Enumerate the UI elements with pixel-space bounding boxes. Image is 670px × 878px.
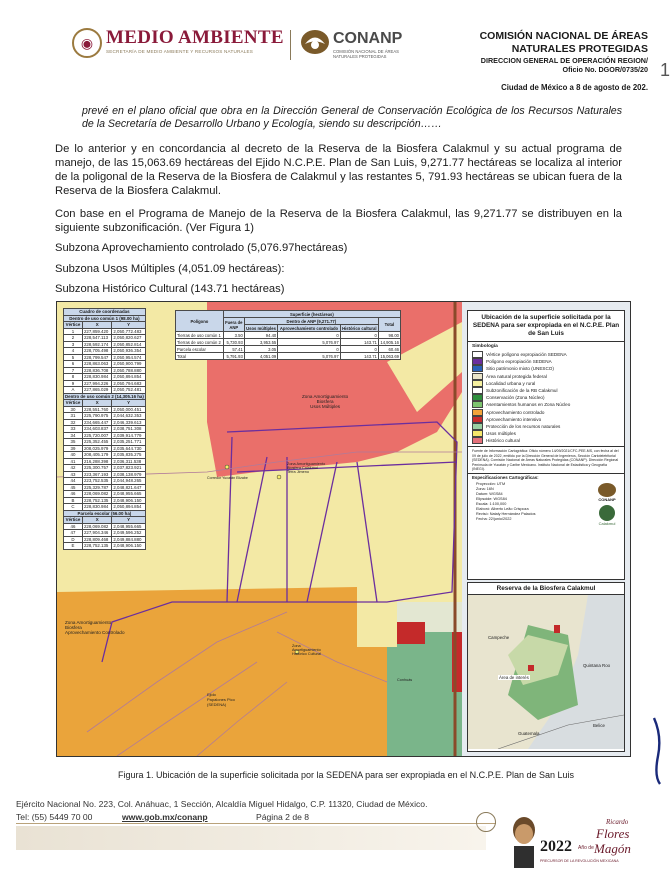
coord-cell: 2,035,251.771 xyxy=(112,439,145,446)
figure-caption: Figura 1. Ubicación de la superficie solicitada por la SEDENA para ser expropiada en el N.C.P.E. Plan de San Luis xyxy=(117,770,575,780)
legend-item xyxy=(472,401,620,408)
sf-poligono: Polígono xyxy=(176,311,224,332)
surface-cell: 57.41 xyxy=(223,346,244,353)
coord-cell: 228,809.468 xyxy=(82,536,111,543)
coord-cell: 2,050,820.627 xyxy=(112,335,145,342)
coord-cell: 2,039,914.779 xyxy=(112,432,145,439)
logo-precursor: PRECURSOR DE LA REVOLUCIÓN MEXICANA xyxy=(540,859,619,863)
legend-swatch xyxy=(472,351,483,358)
sf-ac: Aprovechamiento controlado xyxy=(278,325,340,332)
calakmul-logo-icon xyxy=(599,505,615,521)
inset-label-area: Área de interés xyxy=(499,675,529,680)
subzona-usos-multiples: Subzona Usos Múltiples (4,051.09 hectáreas): xyxy=(55,263,285,275)
coord-cell: 228,705.498 xyxy=(82,348,111,355)
coord-cell: 228,551.760 xyxy=(82,406,111,413)
coord-cell: 2,050,954.574 xyxy=(112,354,145,361)
legend-panel xyxy=(467,310,625,580)
coords-section-2: Dentro de uso común 2 (14,305.16 ha) xyxy=(65,393,144,399)
conanp-small-label: CONANP xyxy=(598,497,616,503)
surface-cell: 0 xyxy=(340,346,378,353)
legend-label: Polígono expropiación SEDENA xyxy=(486,359,552,365)
coord-cell: 2,038,138.979 xyxy=(112,471,145,478)
inset-label-quintana: Quintana Roo xyxy=(583,663,611,668)
legend-label: Localidad urbana y rural xyxy=(486,380,536,386)
legend-espec: Proyección: UTM Zona: 16N Datum: WGS84 Elipsoide: WGS84 Escala: 1:100,000 Elaboró: Alberto Leão Crispoza Revisó: Nataly Hernández Palacios Fecha: 22/junio/2022 xyxy=(476,482,536,522)
surface-cell: 5,791.93 xyxy=(223,353,244,360)
coord-cell: 2,050,000.451 xyxy=(112,406,145,413)
footer-bottom-band xyxy=(16,826,486,850)
surface-cell: Tierras de uso común 1 xyxy=(176,332,224,339)
legend-item xyxy=(472,409,620,416)
subzona-historico-cultural: Subzona Histórico Cultural (143.71 hectáreas) xyxy=(55,283,285,295)
calakmul-small-label: Calakmul xyxy=(598,521,616,527)
coord-cell: 2,037,823.921 xyxy=(112,465,145,472)
coord-cell: 228,830.984 xyxy=(82,374,111,381)
coords-rows-2 xyxy=(64,406,146,510)
coord-row xyxy=(64,543,146,550)
legend-swatch xyxy=(472,423,483,430)
coord-cell: 2,050,794.683 xyxy=(112,380,145,387)
legend-item xyxy=(472,358,620,365)
coord-cell: 34 xyxy=(64,432,83,439)
coord-cell: 2,036,311.538 xyxy=(112,458,145,465)
coordinates-table-wrap xyxy=(63,308,145,550)
medio-ambiente-subtitle: SECRETARÍA DE MEDIO AMBIENTE Y RECURSOS NATURALES xyxy=(106,49,254,54)
coord-cell: 2,048,821.647 xyxy=(112,484,145,491)
coord-cell: 227,904.346 xyxy=(82,530,111,537)
label-ejido-papalones: Ejido Papalones Pico (SEDENA) xyxy=(207,692,235,707)
paragraph-program-manejo: Con base en el Programa de Manejo de la Reserva de la Biosfera Calakmul, las 9,271.77 se distribuyen en la siguiente subzonificación. (Ver Figura 1) xyxy=(55,208,622,234)
sf-um: Usos múltiples xyxy=(246,325,276,331)
surface-cell: 60.46 xyxy=(378,346,400,353)
surface-cell: 3,953.55 xyxy=(244,339,277,346)
legend-label: Aprovechamiento controlado xyxy=(486,409,545,415)
coord-cell: 225,352.455 xyxy=(82,439,111,446)
coords-section-1: Dentro de uso común 1 (98.00 ha) xyxy=(64,315,146,322)
coord-cell: 2,044,632.353 xyxy=(112,413,145,420)
coord-cell: 225,329.787 xyxy=(82,484,111,491)
logo-ano-de: Año de xyxy=(578,845,594,851)
simbologia-title: Simbología xyxy=(472,344,498,349)
mexico-coat-of-arms-icon: ◉ xyxy=(72,28,102,58)
legend-swatch xyxy=(472,380,483,387)
col-y: Y xyxy=(112,400,145,407)
header xyxy=(0,0,670,100)
col-x: X xyxy=(82,400,111,407)
col-x: X xyxy=(82,322,111,329)
coord-cell: 228,069.082 xyxy=(82,523,111,530)
coord-cell: 227,865.029 xyxy=(82,387,111,394)
sf-fuera: Fuera de ANP xyxy=(225,319,243,330)
coord-cell: 2,046,339.613 xyxy=(112,419,145,426)
surface-cell: 0 xyxy=(278,332,340,339)
margin-page-number: 1 xyxy=(660,60,670,80)
coord-cell: 225,790.975 xyxy=(82,413,111,420)
coord-cell: 223,752.535 xyxy=(82,478,111,485)
coord-cell: 2,044,948.265 xyxy=(112,478,145,485)
label-conhuas: Conhuás xyxy=(397,678,413,682)
coord-cell: 2,050,894.854 xyxy=(112,374,145,381)
medio-ambiente-logo: MEDIO AMBIENTE xyxy=(106,27,284,48)
surface-cell: 5,076.97 xyxy=(278,339,340,346)
coord-cell: 9 xyxy=(64,380,83,387)
legend-item xyxy=(472,373,620,380)
sf-dentro: Dentro de ANP (9,271.77) xyxy=(244,318,378,325)
legend-espec-title: Especificaciones Cartográficas: xyxy=(468,473,624,481)
coord-cell: 46 xyxy=(64,523,83,530)
coord-cell: 47 xyxy=(64,530,83,537)
surface-cell: 3.50 xyxy=(223,332,244,339)
flores-magon-portrait-icon xyxy=(504,812,544,868)
col-vertice: Vértice xyxy=(64,400,83,407)
header-direccion: DIRECCION GENERAL DE OPERACIÓN REGION/ xyxy=(480,56,648,65)
surface-cell: 15,063.69 xyxy=(380,353,399,359)
coord-cell: 2,050,852.814 xyxy=(112,341,145,348)
coords-rows-1 xyxy=(64,328,146,393)
coord-cell: 228,863.063 xyxy=(82,361,111,368)
label-aprovechamiento: Zona Amortiguamiento Biosfera Aprovechamiento Controlado xyxy=(65,620,125,635)
surface-cell: 0 xyxy=(278,346,340,353)
coord-cell: 225,720.007 xyxy=(82,432,111,439)
legend-item xyxy=(472,351,620,358)
col-y: Y xyxy=(112,322,145,329)
surface-cell: 14,905.16 xyxy=(380,339,399,345)
logo-magon: Magón xyxy=(594,841,631,856)
coord-cell: 3 xyxy=(64,341,83,348)
col-y: Y xyxy=(112,517,145,524)
footer-phone: Tel: (55) 5449 70 00 xyxy=(16,812,93,822)
legend-item xyxy=(472,423,620,430)
footer-divider xyxy=(16,823,496,824)
surface-cell: Parcela escolar xyxy=(176,346,224,353)
inset-map-panel xyxy=(467,582,625,752)
legend-label: Usos múltiples xyxy=(486,431,516,437)
legend-label: Asentamientos humanos en Zona Núcleo xyxy=(486,402,571,408)
coord-cell: 44 xyxy=(64,478,83,485)
coord-cell: 2,035,644.730 xyxy=(112,445,145,452)
coord-cell: 1 xyxy=(64,328,83,335)
coord-cell: C xyxy=(64,504,83,511)
legend-swatch xyxy=(472,416,483,423)
coord-cell: 228,830.984 xyxy=(82,504,111,511)
legend-swatch xyxy=(472,401,483,408)
coord-cell: 216,288.398 xyxy=(82,458,111,465)
legend-swatch xyxy=(472,394,483,401)
legend-swatch xyxy=(472,365,483,372)
coords-section-3: Parcela escolar (56.00 ha) xyxy=(64,510,146,517)
legend-swatch xyxy=(472,358,483,365)
surface-cell: 143.71 xyxy=(340,339,378,346)
coord-cell: 2,048,955.665 xyxy=(112,523,145,530)
footer-address: Ejército Nacional No. 223, Col. Anáhuac, 1 Sección, Alcaldía Miguel Hidalgo, C.P. 11320, Ciudad de México. xyxy=(16,799,428,809)
col-vertice: Vértice xyxy=(64,517,83,524)
coord-cell: 234,603.837 xyxy=(82,426,111,433)
inset-label-belice: Belice xyxy=(593,723,605,728)
coords-rows-3 xyxy=(64,523,146,549)
legend-label: Subzonificación de la RB Calakmul xyxy=(486,388,558,394)
surface-cell: 0 xyxy=(340,332,378,339)
surface-row xyxy=(176,332,401,339)
legend-item xyxy=(472,380,620,387)
coord-cell: 228,069.082 xyxy=(82,491,111,498)
coord-cell: 33 xyxy=(64,426,83,433)
surface-table-wrap xyxy=(175,310,401,360)
surface-row xyxy=(176,339,401,346)
conanp-small-icon xyxy=(598,483,616,497)
sf-title: Superficie (hectáreas) xyxy=(223,311,400,318)
coord-cell: 2,050,894.854 xyxy=(112,504,145,511)
coord-cell: 2,048,906.150 xyxy=(112,497,145,504)
legend-label: Protección de los recursos naturales xyxy=(486,423,561,429)
italic-description-paragraph: prevé en el plano oficial que obra en la Dirección General de Conservación Ecológica de los Recursos Naturales de la Secretaría de Desarrollo Urbano y Ecología, siendo su descripción…… xyxy=(82,105,622,130)
coord-cell: 228,836.708 xyxy=(82,367,111,374)
surface-cell: 4,051.09 xyxy=(244,353,277,360)
coord-cell: 6 xyxy=(64,361,83,368)
surface-cell: 143.71 xyxy=(340,353,378,360)
surface-cell: Tierras de uso común 2 xyxy=(176,339,224,346)
label-yucatan: Corredor Yucatán Elizabe xyxy=(207,476,248,480)
surface-cell: Total xyxy=(176,353,224,360)
label-usos-multiples: Zona Amortiguamiento Biosfera Usos Múltiples xyxy=(302,394,349,409)
inset-label-guatemala: Guatemala xyxy=(518,731,540,736)
coord-cell: 4 xyxy=(64,348,83,355)
coord-cell: 228,752.135 xyxy=(82,543,111,550)
header-oficio: Oficio No. DGOR/0735/20 xyxy=(562,65,648,74)
coord-cell: 41 xyxy=(64,458,83,465)
coord-cell: 225,300.757 xyxy=(82,465,111,472)
surface-cell: 98.00 xyxy=(378,332,400,339)
coord-cell: 228,592.174 xyxy=(82,341,111,348)
header-divider xyxy=(290,30,291,60)
coord-cell: 227,859.420 xyxy=(82,328,111,335)
logo-year-2022: 2022 xyxy=(540,838,572,855)
coord-cell: 208,025.979 xyxy=(82,445,111,452)
coord-cell: 8 xyxy=(64,374,83,381)
legend-item xyxy=(472,394,620,401)
legend-swatch xyxy=(472,437,483,444)
footer-badge-icon xyxy=(476,812,496,832)
coord-cell: 30 xyxy=(64,406,83,413)
legend-label: Conservación (Zona Núcleo) xyxy=(486,395,545,401)
coord-cell: 2,048,955.665 xyxy=(112,491,145,498)
coord-cell: 35 xyxy=(64,439,83,446)
coord-cell: 40 xyxy=(64,452,83,459)
legend-swatch xyxy=(472,430,483,437)
coord-cell: E xyxy=(64,543,83,550)
surface-cell: 3.05 xyxy=(244,346,277,353)
coord-cell: 2,049,596.252 xyxy=(112,530,145,537)
coord-cell: A xyxy=(64,387,83,394)
coord-cell: 5 xyxy=(64,354,83,361)
header-date: Ciudad de México a 8 de agosto de 202. xyxy=(501,83,648,92)
footer-page-number: Página 2 de 8 xyxy=(256,812,310,822)
legend-label: Sitio patrimonio mixto (UNESCO) xyxy=(486,366,554,372)
label-historico-cultural: Zona Amortiguamiento Histórico Cultural xyxy=(292,644,321,656)
surface-rows xyxy=(176,332,401,360)
simbologia-list xyxy=(468,351,624,444)
coord-cell: 2,050,772.483 xyxy=(112,328,145,335)
inset-title: Reserva de la Biosfera Calakmul xyxy=(468,583,624,595)
col-x: X xyxy=(82,517,111,524)
coord-cell: 2,050,788.880 xyxy=(112,367,145,374)
label-ejido-terra: Zona Amortiguamiento Biosfera Calakmul Terra Jimeno xyxy=(287,462,326,474)
legend-swatch xyxy=(472,387,483,394)
conanp-logo-icon xyxy=(300,29,330,55)
coords-title: Cuadro de coordenadas xyxy=(64,309,146,316)
sf-total: Total xyxy=(378,318,400,332)
coord-cell: 2,050,900.799 xyxy=(112,361,145,368)
coord-cell: 2,035,835.275 xyxy=(112,452,145,459)
coord-cell: 43 xyxy=(64,471,83,478)
logo-ricardo: Ricardo xyxy=(606,818,629,826)
conanp-subtitle: COMISIÓN NACIONAL DE ÁREAS NATURALES PROTEGIDAS xyxy=(333,49,399,59)
legend-label: Área natural protegida federal xyxy=(486,373,547,379)
coord-cell: 2,038,751.308 xyxy=(112,426,145,433)
surface-row xyxy=(176,346,401,353)
coord-cell: B xyxy=(64,497,83,504)
coord-cell: 46 xyxy=(64,491,83,498)
surface-table xyxy=(175,310,401,360)
legend-item xyxy=(472,365,620,372)
legend-label: Vértice polígono expropiación SEDENA xyxy=(486,352,567,358)
header-title-line1: COMISIÓN NACIONAL DE ÁREAS xyxy=(479,30,648,42)
coord-cell: 2,050,936.354 xyxy=(112,348,145,355)
logo-flores: Flores xyxy=(596,826,630,841)
footer-website-link[interactable]: www.gob.mx/conanp xyxy=(122,812,208,822)
coord-cell: 2,050,752.481 xyxy=(112,387,145,394)
figure-1-map xyxy=(56,301,631,757)
coord-cell: 31 xyxy=(64,413,83,420)
conanp-logo-text: CONANP xyxy=(333,30,403,47)
coord-cell: D xyxy=(64,536,83,543)
legend-item xyxy=(472,437,620,444)
surface-row xyxy=(176,353,401,360)
handwritten-mark xyxy=(650,716,664,786)
coord-cell: 42 xyxy=(64,465,83,472)
coord-cell: 228,752.135 xyxy=(82,497,111,504)
surface-cell: 5,076.97 xyxy=(278,353,340,360)
legend-item xyxy=(472,387,620,394)
coordinates-table xyxy=(63,308,146,550)
coord-cell: 2,049,884.880 xyxy=(112,536,145,543)
coord-cell: 2 xyxy=(64,335,83,342)
coord-cell: 45 xyxy=(64,484,83,491)
legend-label: Histórico cultural xyxy=(486,438,520,444)
coord-cell: 228,799.547 xyxy=(82,354,111,361)
legend-label: Aprovechamiento intensivo xyxy=(486,416,542,422)
coord-cell: 227,994.226 xyxy=(82,380,111,387)
sf-hc: Histórico cultural xyxy=(342,325,377,331)
coord-cell: 32 xyxy=(64,419,83,426)
inset-label-campeche: Campeche xyxy=(488,635,510,640)
subzona-aprovechamiento: Subzona Aprovechamiento controlado (5,076.97hectáreas) xyxy=(55,242,348,254)
coord-cell: 208,405.179 xyxy=(82,452,111,459)
header-title-line2: NATURALES PROTEGIDAS xyxy=(511,43,648,55)
legend-fuente: Fuente de Información Cartográfica: Oficio número 14/09/2021/CFC-PEE-MS, con fecha al del 09 de julio de 2022, emitido por la Dirección General de Ingenieros, Sección Cartoteletritorial (SEDENA). Comisión Nacional de Áreas Naturales Protegidas (CONANP). Dirección Regional Península de Yucatán y Caribe Mexicano. Instituto Nacional de Estadística y Geografía (INEGI). xyxy=(468,446,624,473)
coord-cell: 228,547.113 xyxy=(82,335,111,342)
paragraph-subdivision-hectares: De lo anterior y en concordancia al decreto de la Reserva de la Biosfera Calakmul y su actual programa de manejo, de las 15,063.69 hectáreas del Ejido N.C.P.E. Plan de San Luis, 9,271.77 hectáreas se localiza al interior de la poligonal de la Reserva de la Biosfera de Calakmul y las restantes 5, 791.93 hectáreas se ubican fuera de la Reserva de la Biosfera Calakmul. xyxy=(55,143,622,197)
coord-cell: 39 xyxy=(64,445,83,452)
coord-cell: 2,048,906.150 xyxy=(112,543,145,550)
surface-cell: 5,730.93 xyxy=(223,339,244,346)
col-vertice: Vértice xyxy=(64,322,83,329)
surface-cell: 94.40 xyxy=(244,332,277,339)
legend-swatch xyxy=(472,373,483,380)
coord-cell: 7 xyxy=(64,367,83,374)
legend-item xyxy=(472,416,620,423)
legend-item xyxy=(472,430,620,437)
legend-title: Ubicación de la superficie solicitada por la SEDENA para ser expropiada en el N.C.P.E. Plan de San Luis xyxy=(468,311,624,342)
legend-swatch xyxy=(472,409,483,416)
coord-cell: 234,665.447 xyxy=(82,419,111,426)
coord-cell: 223,367.193 xyxy=(82,471,111,478)
